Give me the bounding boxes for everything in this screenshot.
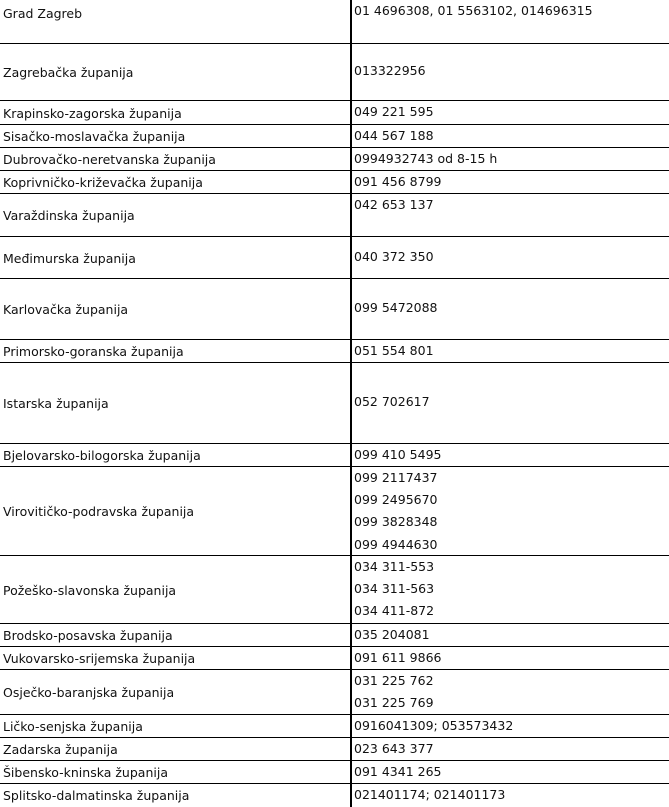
table-row <box>0 738 669 761</box>
table-row <box>0 556 669 624</box>
phone-number: 052 702617 <box>354 394 430 409</box>
table-row <box>0 237 669 279</box>
county-name: Grad Zagreb <box>3 5 83 21</box>
phone-numbers <box>354 101 666 125</box>
county-name: Virovitičko-podravska županija <box>3 504 195 519</box>
county-name: Splitsko-dalmatinska županija <box>3 788 190 803</box>
phone-number: 021401174; 021401173 <box>354 787 506 802</box>
county-name: Bjelovarsko-bilogorska županija <box>3 448 201 463</box>
table-row <box>0 44 669 101</box>
phone-number: 031 225 769 <box>354 695 434 710</box>
county-name: Koprivničko-križevačka županija <box>3 175 203 190</box>
table-row <box>0 148 669 171</box>
county-name: Šibensko-kninska županija <box>3 765 168 780</box>
county-name: Požeško-slavonska županija <box>3 582 177 598</box>
table-row <box>0 624 669 647</box>
phone-number: 031 225 762 <box>354 673 434 688</box>
phone-numbers <box>354 467 666 556</box>
county-name: Zagrebačka županija <box>3 65 134 80</box>
phone-numbers <box>354 171 666 194</box>
phone-numbers <box>354 125 666 148</box>
table-row <box>0 340 669 363</box>
phone-number: 023 643 377 <box>354 741 434 756</box>
county-name: Brodsko-posavska županija <box>3 628 173 643</box>
table-row <box>0 125 669 148</box>
county-name: Krapinsko-zagorska županija <box>3 105 182 121</box>
table-row <box>0 171 669 194</box>
phone-number: 099 2495670 <box>354 492 438 507</box>
phone-numbers <box>354 556 666 624</box>
phone-number: 091 611 9866 <box>354 650 442 665</box>
county-name: Ličko-senjska županija <box>3 719 143 734</box>
phone-numbers <box>354 340 666 363</box>
county-name: Zadarska županija <box>3 742 118 757</box>
phone-number: 099 5472088 <box>354 300 438 315</box>
table-row <box>0 784 669 807</box>
table-row <box>0 363 669 444</box>
phone-numbers <box>354 761 666 784</box>
phone-number: 099 410 5495 <box>354 447 442 462</box>
county-name: Osječko-baranjska županija <box>3 685 175 700</box>
phone-numbers <box>354 148 666 171</box>
phone-number: 01 4696308, 01 5563102, 014696315 <box>354 3 593 18</box>
phone-number: 091 456 8799 <box>354 174 442 189</box>
phone-number: 0994932743 od 8-15 h <box>354 151 498 166</box>
phone-number: 099 3828348 <box>354 514 438 529</box>
county-name: Varaždinska županija <box>3 208 135 223</box>
phone-number: 051 554 801 <box>354 343 434 358</box>
phone-numbers <box>354 44 666 101</box>
phone-numbers <box>354 670 666 715</box>
county-name: Primorsko-goranska županija <box>3 344 184 359</box>
phone-number: 035 204081 <box>354 627 430 642</box>
phone-numbers <box>354 784 666 807</box>
table-row <box>0 761 669 784</box>
table-row <box>0 444 669 467</box>
table-row <box>0 101 669 125</box>
county-name: Dubrovačko-neretvanska županija <box>3 152 216 167</box>
phone-numbers <box>354 624 666 647</box>
table-row <box>0 715 669 738</box>
phone-numbers <box>354 194 666 237</box>
phone-numbers <box>354 647 666 670</box>
phone-number: 049 221 595 <box>354 104 434 119</box>
county-name: Vukovarsko-srijemska županija <box>3 651 196 666</box>
phone-number: 034 411-872 <box>354 603 435 618</box>
phone-numbers <box>354 237 666 279</box>
table-row <box>0 647 669 670</box>
phone-number: 034 311-563 <box>354 581 435 596</box>
phone-number: 099 4944630 <box>354 537 438 552</box>
phone-numbers <box>354 715 666 738</box>
county-name: Sisačko-moslavačka županija <box>3 129 186 144</box>
phone-number: 0916041309; 053573432 <box>354 718 514 733</box>
table-row <box>0 194 669 237</box>
table-row <box>0 0 669 44</box>
phone-number: 042 653 137 <box>354 197 434 212</box>
phone-number: 044 567 188 <box>354 128 434 143</box>
phone-number: 099 2117437 <box>354 470 438 485</box>
phone-number: 091 4341 265 <box>354 764 442 779</box>
phone-numbers <box>354 363 666 444</box>
phone-number: 013322956 <box>354 63 426 78</box>
county-name: Istarska županija <box>3 396 109 411</box>
county-name: Međimurska županija <box>3 250 136 266</box>
table-row <box>0 279 669 340</box>
phone-numbers <box>354 0 666 44</box>
table-row <box>0 670 669 715</box>
phone-number: 034 311-553 <box>354 559 435 574</box>
phone-numbers <box>354 444 666 467</box>
phone-numbers <box>354 279 666 340</box>
phone-number: 040 372 350 <box>354 249 434 264</box>
phone-numbers <box>354 738 666 761</box>
county-name: Karlovačka županija <box>3 302 129 317</box>
table-row <box>0 467 669 556</box>
